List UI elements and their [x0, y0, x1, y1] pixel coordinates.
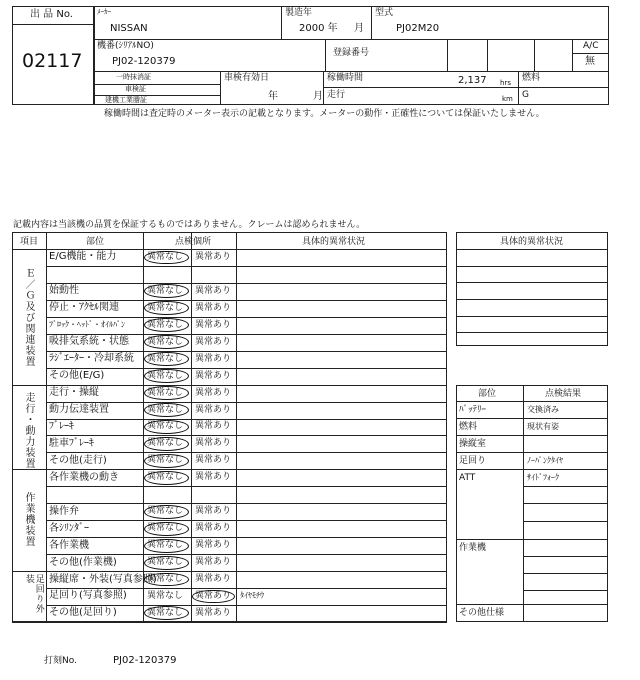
row-ng-option[interactable]: 異常あり	[195, 607, 232, 618]
result-part: その他仕様	[459, 607, 505, 618]
row-part: E/G機能・能力	[49, 251, 117, 263]
right-result-header: 点検結果	[545, 389, 582, 399]
hours-value: 2,137	[458, 75, 487, 86]
selected-mark-circle	[144, 505, 189, 519]
row-ok-option[interactable]: 異常なし	[147, 421, 184, 432]
row-part: 駐車ﾌﾞﾚｰｷ	[49, 437, 94, 449]
result-value: 交換済み	[527, 405, 559, 414]
km-label: 走行	[327, 90, 346, 100]
row-part: ﾌﾞﾛｯｸ・ﾍｯﾄﾞ・ｵｲﾙﾊﾟﾝ	[49, 320, 125, 330]
result-part: ATT	[459, 472, 476, 483]
row-part: 走行・操縦	[49, 387, 99, 399]
row-ng-option[interactable]: 異常あり	[195, 251, 232, 262]
row-ok-option[interactable]: 異常なし	[147, 404, 184, 415]
row-part: 始動性	[49, 285, 79, 297]
row-ng-option[interactable]: 異常あり	[195, 404, 232, 415]
cert-3: 建機工業謄証	[105, 96, 147, 104]
model-value: PJ02M20	[396, 23, 440, 34]
month-suffix: 月	[354, 23, 364, 34]
col-part-header: 部位	[86, 237, 105, 247]
row-ok-option[interactable]: 異常なし	[147, 353, 184, 364]
ac-label: A/C	[583, 41, 599, 51]
inspect-month: 月	[313, 91, 323, 102]
selected-mark-circle	[144, 369, 189, 383]
result-part: 操縦室	[459, 438, 487, 449]
hours-label: 稼働時間	[327, 73, 364, 83]
row-ng-option[interactable]: 異常あり	[195, 557, 232, 568]
year-label: 製造年	[285, 8, 313, 18]
selected-mark-circle	[144, 522, 189, 536]
row-ok-option[interactable]: 異常なし	[147, 336, 184, 347]
row-part: 吸排気系統・状態	[49, 336, 129, 348]
row-ok-option[interactable]: 異常なし	[147, 607, 184, 618]
maker-label: ﾒｰｶｰ	[97, 8, 111, 16]
result-value: ｻｲﾄﾞﾌｫｰｸ	[527, 473, 559, 482]
hours-unit: hrs	[500, 79, 511, 87]
row-part: ﾌﾞﾚｰｷ	[49, 420, 74, 432]
cert-1: 一時抹消証	[116, 73, 151, 81]
km-unit: km	[502, 95, 513, 103]
row-ok-option[interactable]: 異常なし	[147, 472, 184, 483]
group-drive: 走行・動力装置	[23, 392, 34, 469]
inspect-label: 車検有効日	[224, 73, 270, 83]
row-part: その他(足回り)	[49, 607, 117, 619]
cert-2: 車検証	[125, 85, 146, 93]
selected-mark-circle	[144, 471, 189, 485]
selected-mark-circle	[144, 437, 189, 451]
fuel-label: 燃料	[522, 73, 541, 83]
col-check-header: 点検個所	[175, 237, 212, 247]
lot-number: 02117	[22, 50, 83, 72]
result-value: 現状有姿	[527, 422, 559, 431]
row-part: 動力伝達装置	[49, 404, 109, 416]
row-part: 停止・ｱｸｾﾙ関連	[49, 302, 119, 314]
row-ok-option[interactable]: 異常なし	[147, 302, 184, 313]
lot-label: 出 品 No.	[30, 9, 73, 20]
row-ng-option[interactable]: 異常あり	[195, 506, 232, 517]
row-ok-option[interactable]: 異常なし	[147, 319, 184, 330]
row-ok-option[interactable]: 異常なし	[147, 455, 184, 466]
row-ok-option[interactable]: 異常なし	[147, 590, 184, 601]
group-under: 足回り外装	[23, 574, 44, 614]
fuel-value: G	[522, 90, 529, 100]
row-ng-option[interactable]: 異常あり	[195, 574, 232, 585]
row-ok-option[interactable]: 異常なし	[147, 523, 184, 534]
row-ng-option[interactable]: 異常あり	[195, 523, 232, 534]
row-part: 足回り(写真参照)	[49, 590, 127, 602]
row-ng-option[interactable]: 異常あり	[195, 438, 232, 449]
row-detail-note: ﾀｲﾔﾓﾁｳ	[240, 591, 264, 601]
model-label: 型式	[375, 8, 394, 18]
group-work: 作業機装置	[23, 492, 34, 547]
row-ng-option[interactable]: 異常あり	[195, 285, 232, 296]
row-ng-option[interactable]: 異常あり	[195, 455, 232, 466]
selected-mark-circle	[144, 403, 189, 417]
year-value: 2000 年	[299, 23, 338, 34]
row-ok-option[interactable]: 異常なし	[147, 370, 184, 381]
ac-value: 無	[585, 56, 595, 67]
col-item-header: 項目	[20, 237, 39, 247]
row-part: その他(E/G)	[49, 370, 105, 382]
row-ok-option[interactable]: 異常なし	[147, 574, 184, 585]
row-ng-option[interactable]: 異常あり	[195, 472, 232, 483]
group-engine: Ｅ／Ｇ及び関連装置	[23, 268, 34, 367]
row-ok-option[interactable]: 異常なし	[147, 251, 184, 262]
right-part-header: 部位	[478, 389, 497, 399]
row-ng-option[interactable]: 異常あり	[195, 353, 232, 364]
row-ok-option[interactable]: 異常なし	[147, 285, 184, 296]
row-part: 操縦席・外装(写真参照)	[49, 573, 157, 585]
row-ng-option[interactable]: 異常あり	[195, 302, 232, 313]
result-part: 作業機	[459, 542, 487, 553]
row-part: その他(走行)	[49, 454, 107, 466]
inspect-year: 年	[268, 91, 278, 102]
stamp-label: 打刻No.	[44, 656, 77, 666]
selected-mark-circle	[144, 386, 189, 400]
row-ng-option[interactable]: 異常あり	[195, 590, 232, 601]
disclaimer: 記載内容は当該機の品質を保証するものではありません。クレームは認められません。	[13, 220, 366, 230]
row-ng-option[interactable]: 異常あり	[195, 319, 232, 330]
row-part: 操作弁	[49, 505, 79, 517]
serial-value: PJ02-120379	[112, 56, 176, 67]
selected-mark-circle	[144, 539, 189, 553]
row-ng-option[interactable]: 異常あり	[195, 540, 232, 551]
row-part: その他(作業機)	[49, 556, 117, 568]
hours-note: 稼働時間は査定時のメーター表示の記載となります。メーターの動作・正確性については保証いたしません。	[104, 109, 545, 119]
serial-label: 機番(ｼﾘｱﾙNO)	[97, 41, 154, 51]
result-value: ﾉｰﾊﾟﾝｸﾀｲﾔ	[527, 456, 563, 465]
selected-mark-circle	[144, 556, 189, 570]
row-part: 各ｼﾘﾝﾀﾞｰ	[49, 522, 89, 534]
maker-value: NISSAN	[110, 23, 148, 34]
result-part: ﾊﾞｯﾃﾘｰ	[459, 404, 487, 415]
row-ng-option[interactable]: 異常あり	[195, 336, 232, 347]
selected-mark-circle	[144, 420, 189, 434]
row-part: ﾗｼﾞｴｰﾀｰ・冷却系統	[49, 353, 134, 365]
row-ok-option[interactable]: 異常なし	[147, 438, 184, 449]
row-ng-option[interactable]: 異常あり	[195, 387, 232, 398]
selected-mark-circle	[144, 454, 189, 468]
row-ok-option[interactable]: 異常なし	[147, 506, 184, 517]
result-part: 足回り	[459, 455, 487, 466]
stamp-value: PJ02-120379	[113, 655, 177, 666]
row-ok-option[interactable]: 異常なし	[147, 387, 184, 398]
right-detail-header: 具体的異常状況	[500, 237, 564, 247]
row-ok-option[interactable]: 異常なし	[147, 540, 184, 551]
row-ng-option[interactable]: 異常あり	[195, 421, 232, 432]
row-ng-option[interactable]: 異常あり	[195, 370, 232, 381]
reg-label: 登録番号	[333, 48, 370, 58]
row-part: 各作業機の動き	[49, 471, 119, 483]
row-part: 各作業機	[49, 539, 89, 551]
result-part: 燃料	[459, 421, 478, 432]
row-ok-option[interactable]: 異常なし	[147, 557, 184, 568]
col-detail-header: 具体的異常状況	[302, 237, 366, 247]
